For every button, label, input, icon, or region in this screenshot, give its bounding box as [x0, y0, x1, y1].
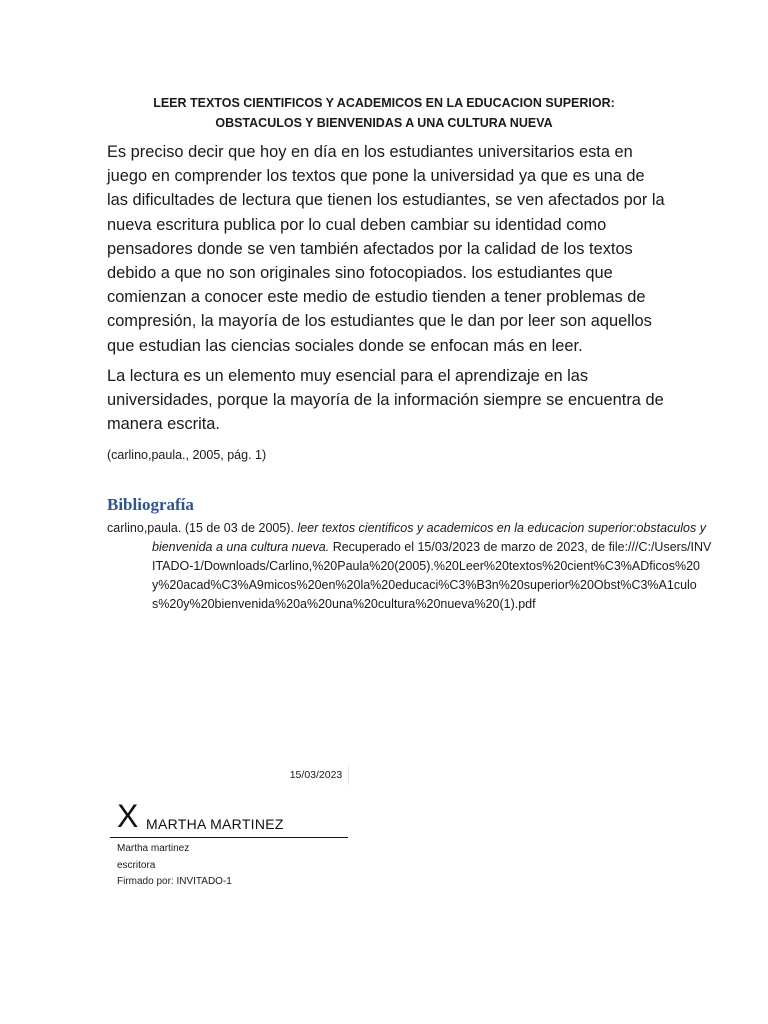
bib-date: (15 de 03 de 2005).	[181, 521, 298, 535]
bibliography-entry	[107, 519, 712, 614]
body-paragraph-1: Es preciso decir que hoy en día en los estudiantes universitarios esta en juego en comprender los textos que pone la universidad ya que es una de las dificultades de lectura que tienen los estudiantes, se ven afectados por la nueva escritura publica por lo cual deben cambiar su identidad como pensadores donde se ven también afectados por la calidad de los textos debido a que no son originales sino fotocopiados. los estudiantes que comienzan a conocer este medio de estudio tienden a tener problemas de compresión, la mayoría de los estudiantes que le dan por leer son aquellos que estudian las ciencias sociales donde se enfocan más en leer.	[107, 143, 665, 355]
bib-retrieved: Recuperado el 15/03/2023 de marzo de 2023, de file:///C:/Users/INVITADO-1/Downloads/Carlino,%20Paula%20(2005).%20Leer%20textos%20cient%C3%ADficos%20y%20acad%C3%A9micos%20en%20la%20educaci%C3%B3n%20superior%20Obst%C3%A1culos%20y%20bienvenida%20a%20una%20cultura%20nueva%20(1).pdf	[152, 540, 712, 611]
signature-name: MARTHA MARTINEZ	[146, 816, 284, 832]
document-title: LEER TEXTOS CIENTIFICOS Y ACADEMICOS EN LA EDUCACION SUPERIOR: OBSTACULOS Y BIENVENIDAS A UNA CULTURA NUEVA	[153, 96, 615, 130]
signer-title: escritora	[117, 859, 156, 871]
signature-x-mark: X	[117, 798, 139, 834]
signer-name: Martha martinez	[117, 843, 190, 854]
signature-line	[110, 837, 348, 838]
signed-by: Firmado por: INVITADO-1	[117, 876, 232, 887]
bib-author: carlino,paula.	[107, 521, 182, 535]
signature-date: 15/03/2023	[284, 765, 349, 785]
bibliography-heading: Bibliografía	[107, 495, 194, 514]
signature-details	[117, 841, 232, 891]
body-paragraph-2: La lectura es un elemento muy esencial para el aprendizaje en las universidades, porque la mayoría de la información siempre se encuentra de manera escrita.	[107, 367, 664, 434]
in-text-citation: (carlino,paula., 2005, pág. 1)	[107, 448, 267, 462]
bib-title: leer textos cientificos y academicos en la educacion superior:obstaculos y bienvenida a una cultura nueva.	[152, 521, 706, 554]
